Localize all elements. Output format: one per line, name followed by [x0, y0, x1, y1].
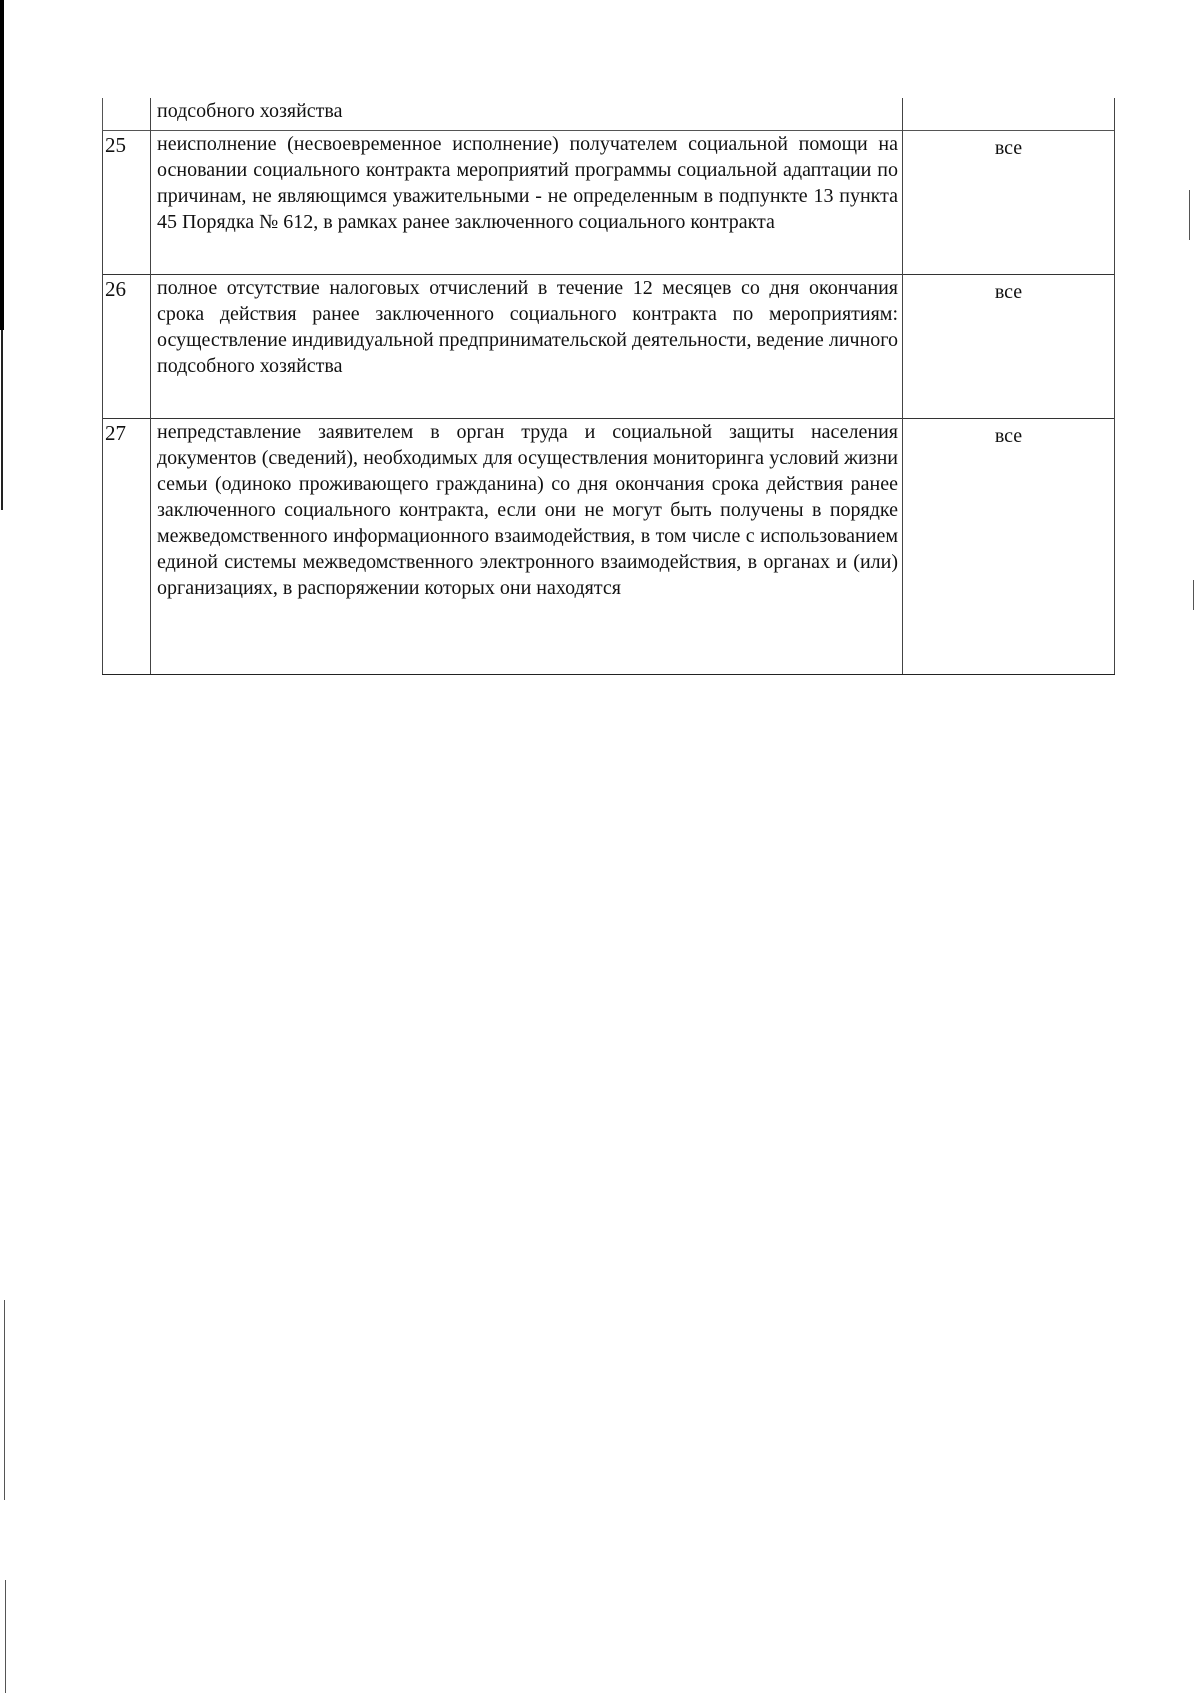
table-row	[103, 274, 1115, 418]
scan-edge-artifact	[4, 1300, 5, 1500]
row-text: неисполнение (несвоевременное исполнение) получателем социальной помощи на основании социального контракта мероприятий программы социальной адаптации по причинам, не являющимся уважительными - не определенным в подпункте 13 пункта 45 Порядка № 612, в рамках ранее заключенного социального контракта	[151, 130, 903, 274]
row-number: 25	[103, 130, 151, 274]
row-number-cell	[103, 98, 151, 130]
row-category: все	[903, 130, 1115, 274]
row-number: 27	[103, 418, 151, 674]
table-row-continuation	[103, 98, 1115, 130]
row-number: 26	[103, 274, 151, 418]
criteria-table	[102, 98, 1115, 675]
row-category: все	[903, 274, 1115, 418]
row-category-cell	[903, 98, 1115, 130]
scan-edge-artifact	[1189, 190, 1190, 240]
row-text: полное отсутствие налоговых отчислений в течение 12 месяцев со дня окончания срока действия ранее заключенного социального контракта по мероприятиям: осуществление индивидуальной предпринимательской деятельности, ведение личного подсобного хозяйства	[151, 274, 903, 418]
scan-edge-artifact	[5, 1580, 6, 1693]
scan-edge-artifact	[1, 330, 3, 510]
row-category: все	[903, 418, 1115, 674]
row-text-cell	[151, 98, 903, 130]
table-row	[103, 418, 1115, 674]
scan-edge-artifact	[0, 0, 4, 330]
row-text: непредставление заявителем в орган труда и социальной защиты населения документов (сведений), необходимых для осуществления мониторинга условий жизни семьи (одиноко проживающего гражданина) со дня окончания срока действия ранее заключенного социального контракта, если они не могут быть получены в порядке межведомственного информационного взаимодействия, в том числе с использованием единой системы межведомственного электронного взаимодействия, в органах и (или) организациях, в распоряжении которых они находятся	[151, 418, 903, 674]
scan-edge-artifact	[1193, 580, 1194, 610]
table-row	[103, 130, 1115, 274]
row-text: подсобного хозяйства	[157, 100, 343, 122]
